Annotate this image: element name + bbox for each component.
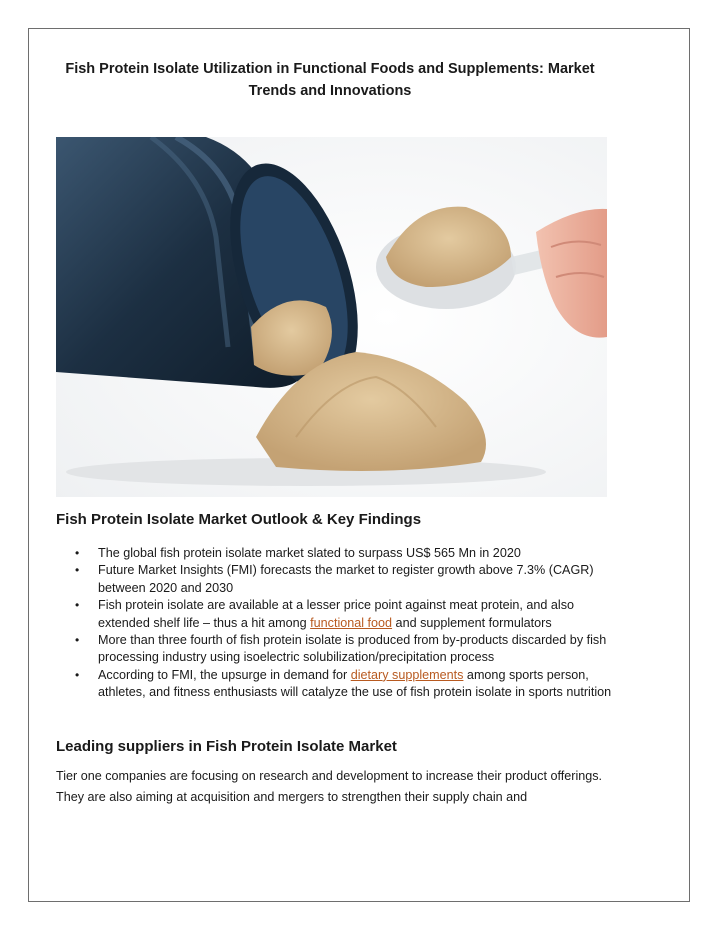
bullet-text: According to FMI, the upsurge in demand for <box>98 667 351 682</box>
key-findings-list <box>56 545 616 702</box>
dietary-supplements-link[interactable]: dietary supplements <box>350 667 464 682</box>
list-item <box>56 632 616 667</box>
bullet-text: Fish protein isolate are available at a lesser price point against meat protein, and also extended shelf life – thus a hit among <box>98 598 575 630</box>
functional-food-link[interactable]: functional food <box>310 615 393 630</box>
protein-powder-illustration <box>56 137 607 497</box>
list-item <box>56 562 616 597</box>
list-item <box>56 597 616 632</box>
bullet-text: among sports person, athletes, and fitness enthusiasts will catalyze the use of fish protein isolate in sports nutrition <box>98 667 612 700</box>
section-heading-suppliers: Leading suppliers in Fish Protein Isolate Market <box>56 738 397 755</box>
bullet-text: The global fish protein isolate market slated to surpass US$ 565 Mn in 2020 <box>98 546 521 560</box>
suppliers-paragraph: Tier one companies are focusing on research and development to increase their product offerings. They are also aiming at acquisition and mergers to strengthen their supply chain and <box>56 769 603 804</box>
section-heading-outlook: Fish Protein Isolate Market Outlook & Key Findings <box>56 511 422 528</box>
product-photo <box>56 137 607 497</box>
document-title: Fish Protein Isolate Utilization in Functional Foods and Supplements: Market Trends and Innovations <box>65 61 595 99</box>
bullet-text: More than three fourth of fish protein isolate is produced from by-products discarded by fish processing industry using isoelectric solubilization/precipitation process <box>98 633 607 665</box>
list-item <box>56 667 616 702</box>
bullet-text: and supplement formulators <box>392 615 552 630</box>
bullet-text: Future Market Insights (FMI) forecasts the market to register growth above 7.3% (CAGR) between 2020 and 2030 <box>98 563 594 595</box>
list-item <box>56 545 616 562</box>
